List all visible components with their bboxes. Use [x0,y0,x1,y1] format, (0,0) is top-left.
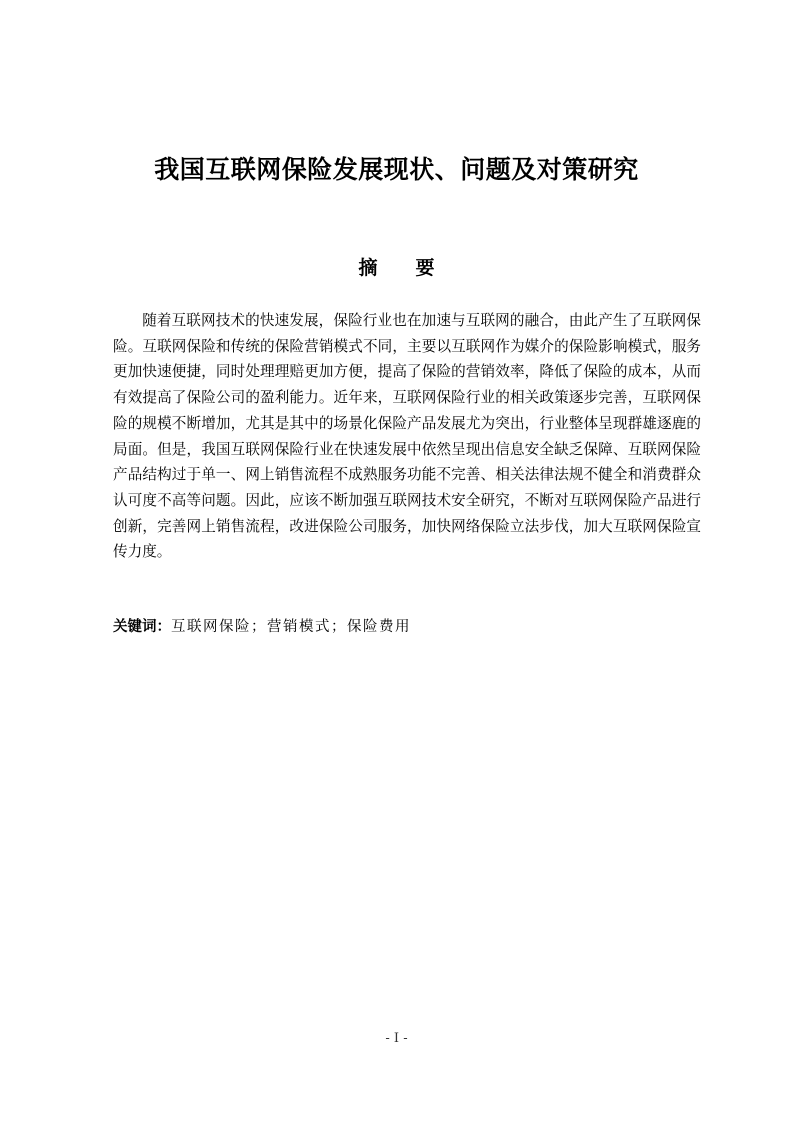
keywords-label: 关键词： [113,619,171,635]
keywords-values: 互联网保险；营销模式；保险费用 [171,619,411,635]
keywords-line [113,615,411,639]
document-title: 我国互联网保险发展现状、问题及对策研究 [154,155,639,184]
abstract-body: 随着互联网技术的快速发展，保险行业也在加速与互联网的融合，由此产生了互联网保险。互联网保险和传统的保险营销模式不同，主要以互联网作为媒介的保险影响模式，服务更加快速便捷，同时处理理赔更加方便，提高了保险的营销效率，降低了保险的成本，从而有效提高了保险公司的盈利能力。近年来，互联网保险行业的相关政策逐步完善，互联网保险的规模不断增加，尤其是其中的场景化保险产品发展尤为突出，行业整体呈现群雄逐鹿的局面。但是，我国互联网保险行业在快速发展中依然呈现出信息安全缺乏保障、互联网保险产品结构过于单一、网上销售流程不成熟服务功能不完善、相关法律法规不健全和消费群众认可度不高等问题。因此，应该不断加强互联网技术安全研究，不断对互联网保险产品进行创新，完善网上销售流程，改进保险公司服务，加快网络保险立法步伐，加大互联网保险宣传力度。 [113,312,701,561]
abstract-heading: 摘 要 [358,257,435,279]
page-number: - I - [385,1031,408,1046]
